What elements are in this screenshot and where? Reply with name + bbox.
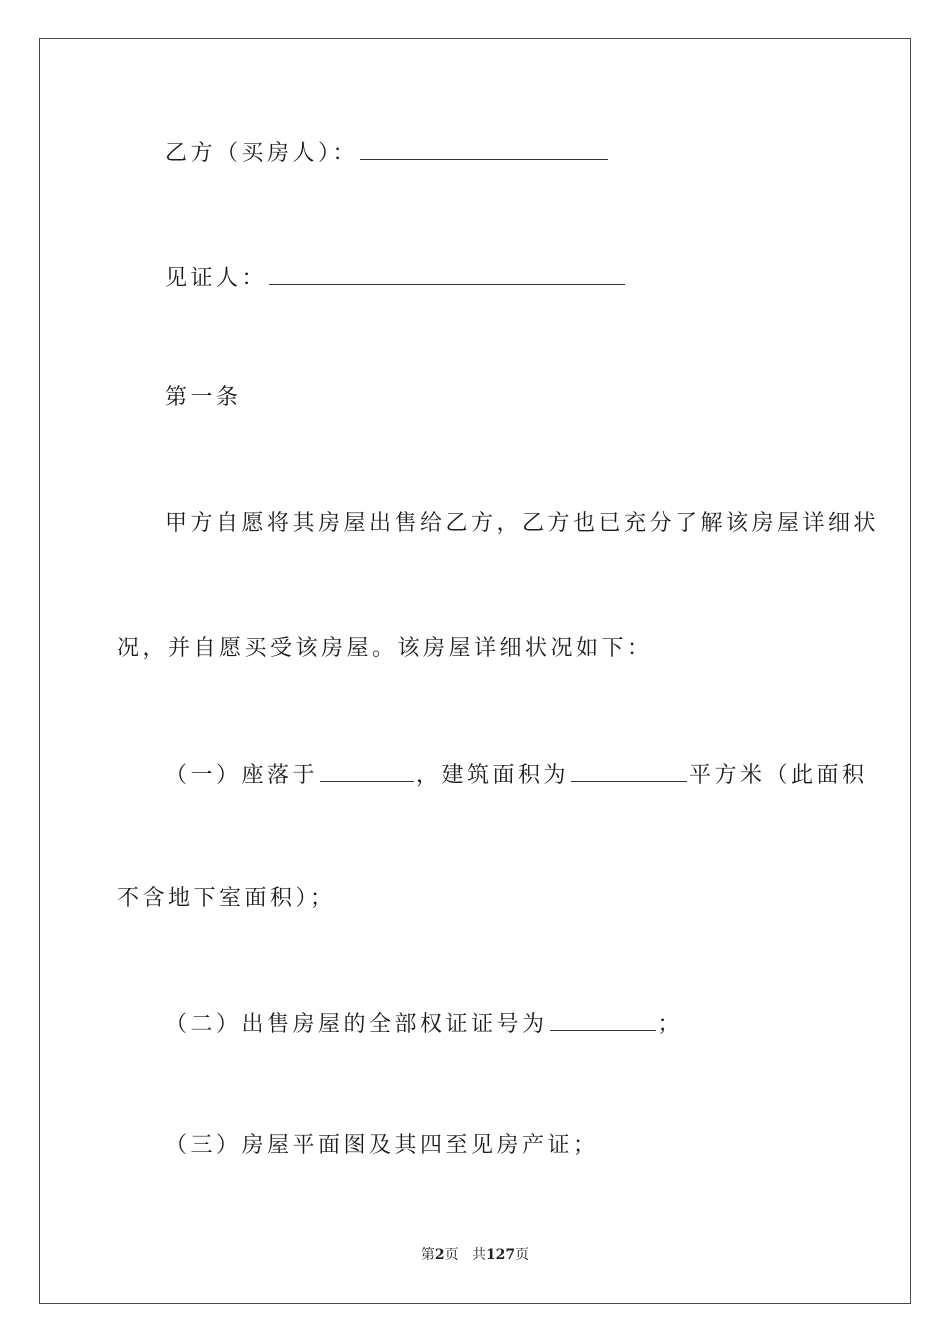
party-b-label: 乙方（买房人）： <box>165 141 359 166</box>
item3-line: （三）房屋平面图及其四至见房产证； <box>165 1133 599 1158</box>
item2-suffix: ； <box>657 1012 684 1037</box>
total-pages: 127 <box>485 1247 516 1263</box>
certificate-number-blank[interactable] <box>550 1008 656 1031</box>
para1-line2: 况，并自愿买受该房屋。该房屋详细状况如下： <box>117 636 653 661</box>
item2-line <box>165 1008 683 1040</box>
party-b-blank[interactable] <box>360 137 608 160</box>
page-footer <box>0 1244 950 1264</box>
page-number: 2 <box>434 1247 445 1263</box>
item1-line2: 不含地下室面积）； <box>117 886 336 911</box>
item1-mid: ，建筑面积为 <box>416 763 570 788</box>
witness-label: 见证人： <box>165 266 268 291</box>
item1-suffix: 平方米（此面积 <box>689 763 868 788</box>
area-blank[interactable] <box>571 759 687 782</box>
item1-line1 <box>165 759 868 791</box>
page-prefix: 第 <box>420 1247 435 1263</box>
article-title: 第一条 <box>165 385 242 410</box>
item2-prefix: （二）出售房屋的全部权证证号为 <box>165 1012 548 1037</box>
item1-prefix: （一）座落于 <box>165 763 319 788</box>
total-suffix: 页 <box>515 1247 530 1263</box>
location-blank[interactable] <box>320 759 414 782</box>
page-border <box>39 38 911 1304</box>
witness-line <box>165 262 627 294</box>
total-prefix: 共 <box>471 1247 486 1263</box>
para1-line1: 甲方自愿将其房屋出售给乙方，乙方也已充分了解该房屋详细状 <box>165 511 880 536</box>
witness-blank[interactable] <box>269 262 625 285</box>
page-suffix: 页 <box>444 1247 459 1263</box>
party-b-line <box>165 137 610 169</box>
